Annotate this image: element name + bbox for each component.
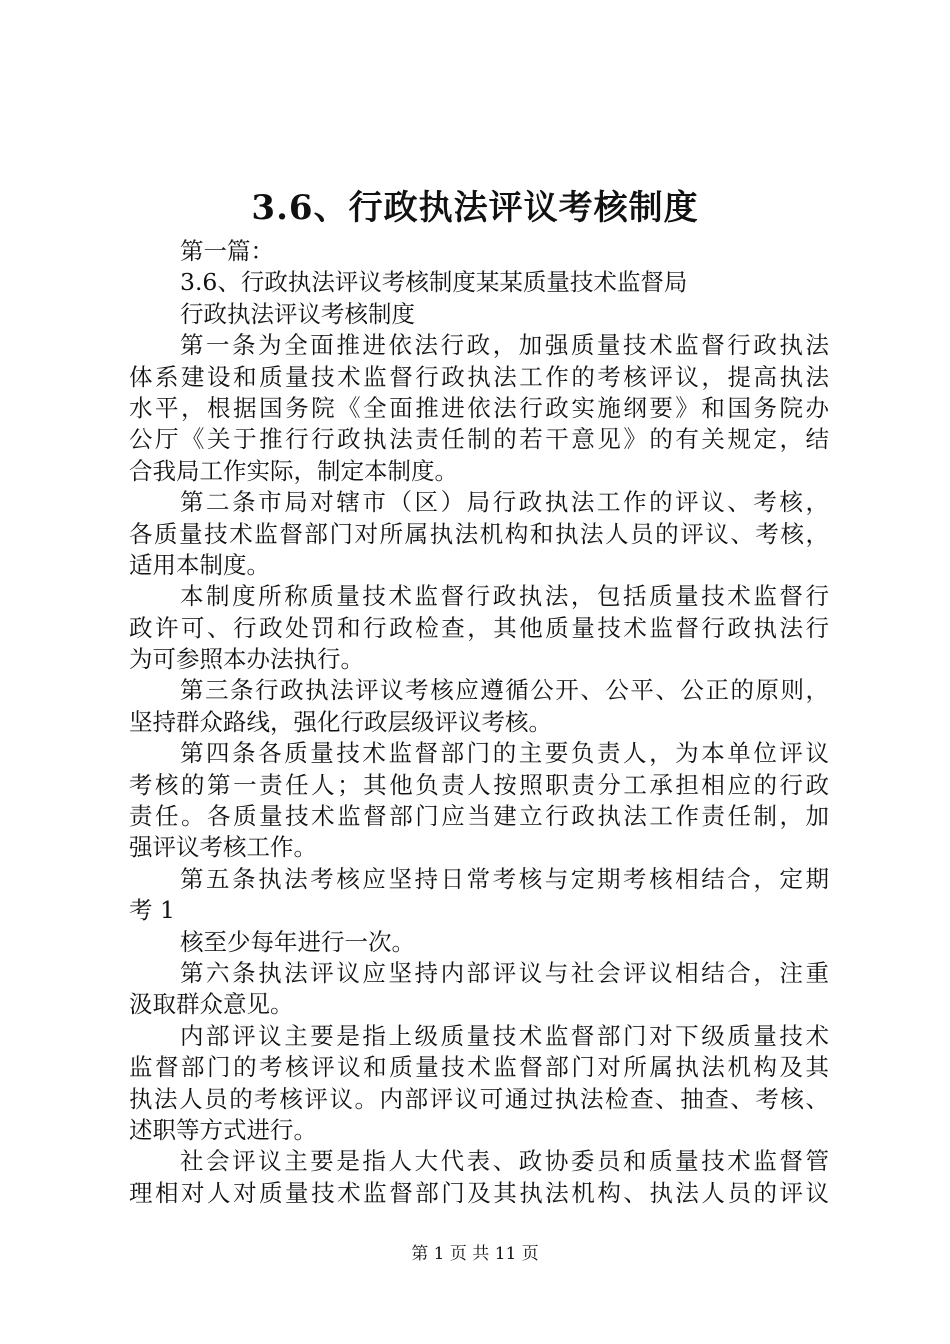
body-line: 体系建设和质量技术监督行政执法工作的考核评议，提高执法 [129,362,829,391]
body-line: 汲取群众意见。 [129,990,294,1019]
body-line: 合我局工作实际，制定本制度。 [129,456,458,485]
body-line: 社会评议主要是指人大代表、政协委员和质量技术监督管 [180,1147,829,1176]
body-line: 第一条为全面推进依法行政，加强质量技术监督行政执法 [180,331,829,360]
body-line: 3.6、行政执法评议考核制度某某质量技术监督局 [180,268,688,297]
body-line: 考核的第一责任人；其他负责人按照职责分工承担相应的行政 [129,770,829,799]
body-line: 适用本制度。 [129,550,270,579]
body-line: 考 1 [129,896,175,925]
body-line: 公厅《关于推行行政执法责任制的若干意见》的有关规定，结 [129,425,829,454]
body-line: 第三条行政执法评议考核应遵循公开、公平、公正的原则， [180,676,829,705]
body-line: 执法人员的考核评议。内部评议可通过执法检查、抽查、考核、 [129,1084,829,1113]
body-line: 各质量技术监督部门对所属执法机构和执法人员的评议、考核， [129,519,829,548]
document-body [129,236,829,1209]
body-line: 第四条各质量技术监督部门的主要负责人，为本单位评议 [180,739,829,768]
body-line: 理相对人对质量技术监督部门及其执法机构、执法人员的评议 [129,1178,829,1207]
body-line: 责任。各质量技术监督部门应当建立行政执法工作责任制，加 [129,802,829,831]
body-line: 内部评议主要是指上级质量技术监督部门对下级质量技术 [180,1021,829,1050]
body-line: 第五条执法考核应坚持日常考核与定期考核相结合，定期 [180,864,829,893]
body-line: 第二条市局对辖市（区）局行政执法工作的评议、考核， [180,488,829,517]
body-line: 行政执法评议考核制度 [180,299,415,328]
body-line: 坚持群众路线，强化行政层级评议考核。 [129,707,552,736]
body-line: 第一篇： [180,237,274,265]
body-line: 本制度所称质量技术监督行政执法，包括质量技术监督行 [180,582,829,611]
body-line: 强评议考核工作。 [129,833,317,862]
body-line: 政许可、行政处罚和行政检查，其他质量技术监督行政执法行 [129,613,829,642]
page-footer: 第 1 页 共 11 页 [411,1244,539,1264]
body-line: 水平，根据国务院《全面推进依法行政实施纲要》和国务院办 [129,393,829,422]
body-line: 述职等方式进行。 [129,1115,317,1144]
body-line: 第六条执法评议应坚持内部评议与社会评议相结合，注重 [180,958,829,987]
body-line: 为可参照本办法执行。 [129,645,364,674]
body-line: 核至少每年进行一次。 [180,927,415,956]
document-title: 3.6、行政执法评议考核制度 [251,188,699,228]
body-line: 监督部门的考核评议和质量技术监督部门对所属执法机构及其 [129,1053,829,1082]
